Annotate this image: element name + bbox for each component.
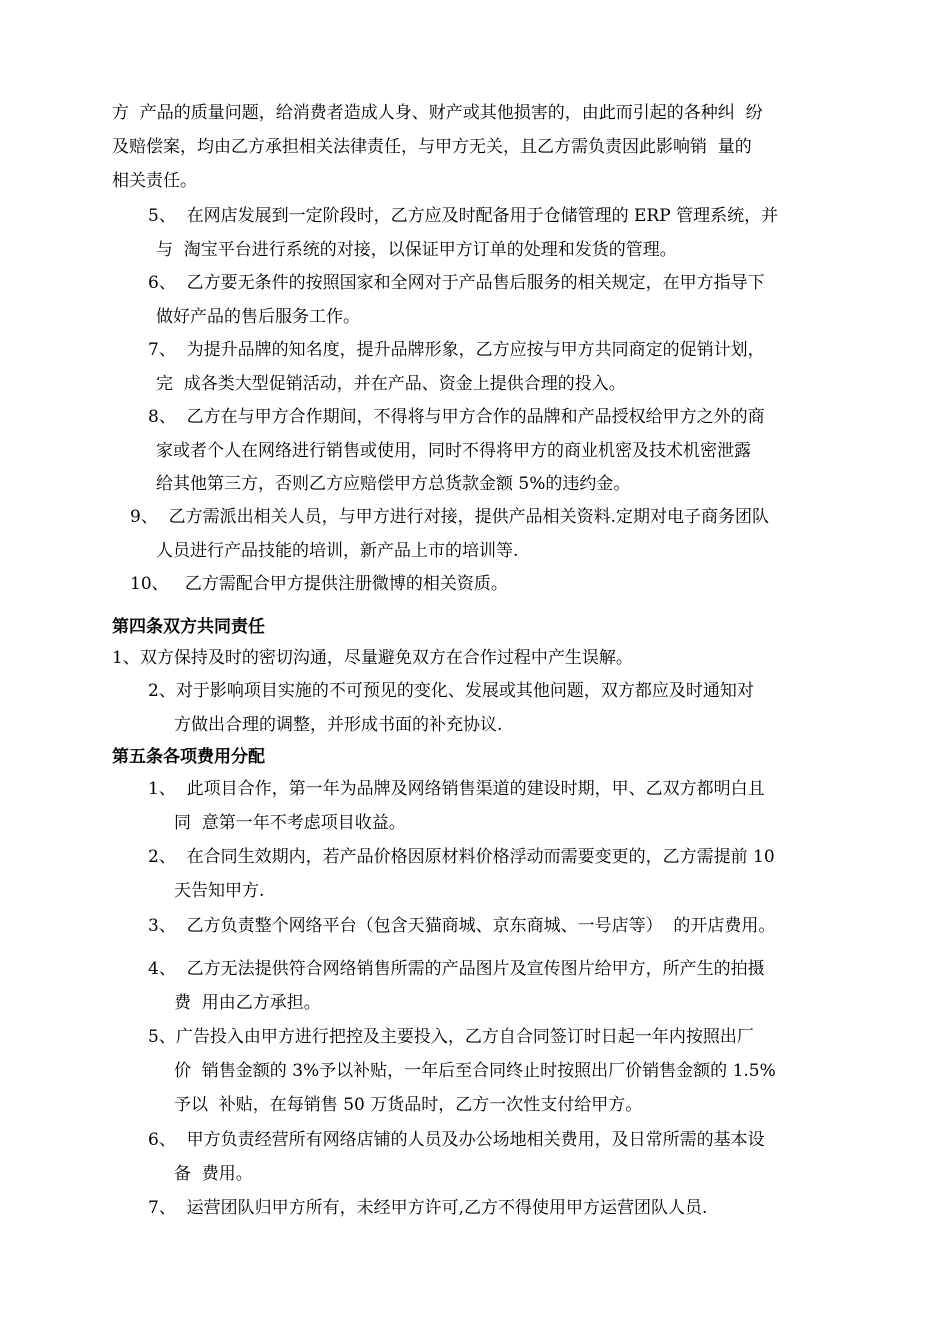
list-item-6: 6、 乙方要无条件的按照国家和全网对于产品售后服务的相关规定，在甲方指导下 bbox=[148, 273, 765, 293]
list-item-8-cont: 给其他第三方，否则乙方应赔偿甲方总货款金额 5%的违约金。 bbox=[156, 474, 631, 494]
paragraph-line: 方 产品的质量问题，给消费者造成人身、财产或其他损害的，由此而引起的各种纠 纷 bbox=[112, 103, 763, 123]
list-item-8-cont: 家或者个人在网络进行销售或使用，同时不得将甲方的商业机密及技术机密泄露 bbox=[156, 441, 751, 461]
list-item-5-cont: 与 淘宝平台进行系统的对接，以保证甲方订单的处理和发货的管理。 bbox=[156, 240, 677, 260]
list-item-5: 5、 在网店发展到一定阶段时，乙方应及时配备用于仓储管理的 ERP 管理系统，并 bbox=[148, 206, 779, 226]
list-item-7: 7、 运营团队归甲方所有，未经甲方许可,乙方不得使用甲方运营团队人员. bbox=[148, 1198, 708, 1218]
list-item-1: 1、 此项目合作，第一年为品牌及网络销售渠道的建设时期，甲、乙双方都明白且 bbox=[148, 779, 765, 799]
list-item-3: 3、 乙方负责整个网络平台（包含天猫商城、京东商城、一号店等） 的开店费用。 bbox=[148, 916, 776, 936]
paragraph-line: 相关责任。 bbox=[112, 171, 197, 191]
list-item-4-cont: 费 用由乙方承担。 bbox=[174, 993, 321, 1013]
list-item-2-cont: 天告知甲方. bbox=[174, 881, 265, 901]
list-item-5-cont: 价 销售金额的 3%予以补贴，一年后至合同终止时按照出厂价销售金额的 1.5% bbox=[174, 1061, 776, 1081]
list-item-1-cont: 同 意第一年不考虑项目收益。 bbox=[174, 813, 406, 833]
list-item-2: 2、对于影响项目实施的不可预见的变化、发展或其他问题，双方都应及时通知对 bbox=[148, 681, 754, 701]
list-item-2-cont: 方做出合理的调整，并形成书面的补充协议. bbox=[174, 715, 503, 735]
list-item-9: 9、 乙方需派出相关人员，与甲方进行对接，提供产品相关资料.定期对电子商务团队 bbox=[130, 507, 770, 527]
list-item-7-cont: 完 成各类大型促销活动，并在产品、资金上提供合理的投入。 bbox=[156, 374, 626, 394]
list-item-2: 2、 在合同生效期内，若产品价格因原材料价格浮动而需要变更的，乙方需提前 10 bbox=[148, 847, 775, 867]
section-heading-4: 第四条双方共同责任 bbox=[112, 617, 265, 637]
list-item-7: 7、 为提升品牌的知名度，提升品牌形象，乙方应按与甲方共同商定的促销计划， bbox=[148, 340, 765, 360]
list-item-4: 4、 乙方无法提供符合网络销售所需的产品图片及宣传图片给甲方，所产生的拍摄 bbox=[148, 959, 765, 979]
list-item-10: 10、 乙方需配合甲方提供注册微博的相关资质。 bbox=[130, 574, 508, 594]
list-item-8: 8、 乙方在与甲方合作期间，不得将与甲方合作的品牌和产品授权给甲方之外的商 bbox=[148, 407, 765, 427]
list-item-6-cont: 做好产品的售后服务工作。 bbox=[156, 307, 360, 327]
list-item-5-cont: 予以 补贴，在每销售 50 万货品时，乙方一次性支付给甲方。 bbox=[174, 1095, 643, 1115]
paragraph-line: 及赔偿案，均由乙方承担相关法律责任，与甲方无关，且乙方需负责因此影响销 量的 bbox=[112, 137, 752, 157]
section-heading-5: 第五条各项费用分配 bbox=[112, 747, 265, 767]
list-item-6: 6、 甲方负责经营所有网络店铺的人员及办公场地相关费用，及日常所需的基本设 bbox=[148, 1130, 765, 1150]
list-item-9-cont: 人员进行产品技能的培训，新产品上市的培训等. bbox=[156, 541, 519, 561]
list-item-5: 5、广告投入由甲方进行把控及主要投入，乙方自合同签订时日起一年内按照出厂 bbox=[148, 1027, 754, 1047]
list-item-1: 1、双方保持及时的密切沟通，尽量避免双方在合作过程中产生误解。 bbox=[112, 648, 633, 668]
list-item-6-cont: 备 费用。 bbox=[174, 1164, 253, 1184]
